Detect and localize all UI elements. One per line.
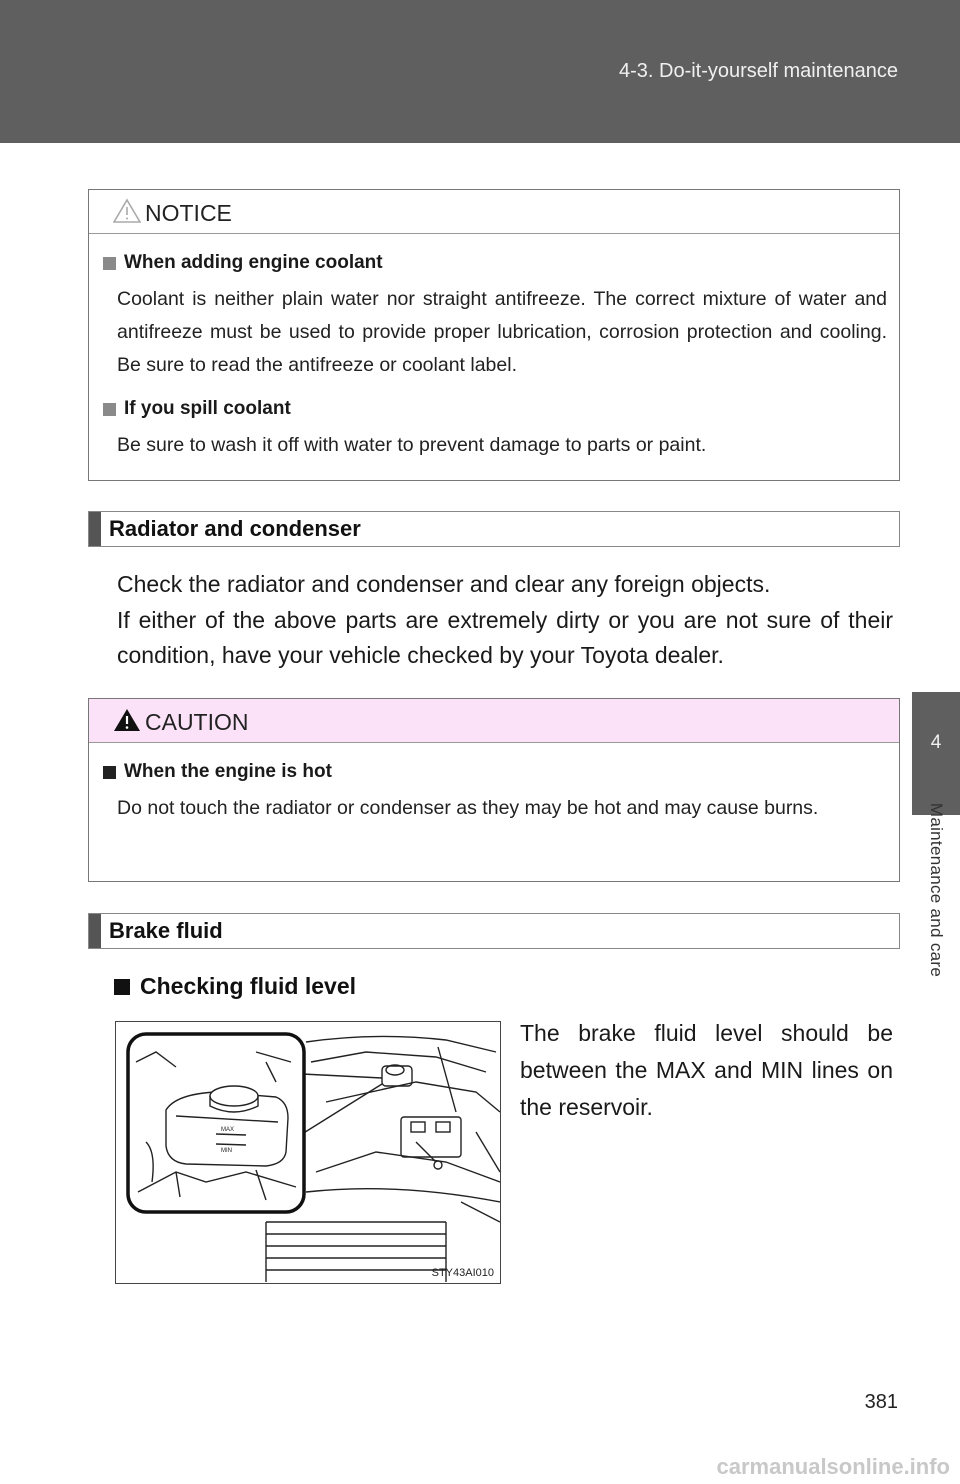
checking-fluid-label: Checking fluid level xyxy=(140,973,356,999)
notice-header xyxy=(89,190,899,234)
warning-icon xyxy=(113,707,141,733)
notice-box xyxy=(88,189,900,481)
notice-item xyxy=(103,398,887,462)
caution-item xyxy=(103,761,887,825)
caution-header xyxy=(89,699,899,743)
header-band xyxy=(0,0,960,143)
chapter-number: 4 xyxy=(930,732,942,753)
diagram-code: STY43AI010 xyxy=(431,1267,494,1279)
checking-fluid-heading xyxy=(114,973,356,1000)
notice-item-text: Coolant is neither plain water nor straight antifreeze. The correct mixture of water and antifreeze must be used to provide proper lubrication, corrosion protection and cooling. Be sure to read the antifreeze or coolant label. xyxy=(117,288,887,376)
reservoir-min-mark: MIN xyxy=(221,1148,232,1154)
caution-box xyxy=(88,698,900,882)
section-title: 4-3. Do-it-yourself maintenance xyxy=(618,60,898,82)
square-bullet-icon xyxy=(103,403,116,416)
square-bullet-icon xyxy=(103,766,116,779)
heading-accent xyxy=(89,914,101,948)
chapter-name: Maintenance and care xyxy=(927,802,946,978)
notice-item-title: When adding engine coolant xyxy=(124,252,383,273)
brake-reservoir-illustration xyxy=(115,1021,501,1284)
brake-heading: Brake fluid xyxy=(109,918,223,943)
reservoir-max-mark: MAX xyxy=(221,1127,235,1133)
radiator-heading-bar xyxy=(88,511,900,547)
square-bullet-icon xyxy=(103,257,116,270)
radiator-paragraph-1: Check the radiator and condenser and clear any foreign objects. xyxy=(117,571,771,597)
engine-bay-drawing xyxy=(116,1022,501,1284)
chapter-tab xyxy=(912,692,960,815)
page-number: 381 xyxy=(864,1391,898,1413)
watermark: carmanualsonline.info xyxy=(716,1454,950,1479)
notice-item-text: Be sure to wash it off with water to prevent damage to parts or paint. xyxy=(117,434,707,456)
notice-label: NOTICE xyxy=(145,200,232,226)
caution-item-title: When the engine is hot xyxy=(124,761,332,782)
notice-item xyxy=(103,252,887,382)
notice-item-title: If you spill coolant xyxy=(124,398,291,419)
square-bullet-icon xyxy=(114,979,130,995)
caution-item-text: Do not touch the radiator or condenser as they may be hot and may cause burns. xyxy=(117,797,819,819)
warning-outline-icon xyxy=(113,198,141,224)
caution-label: CAUTION xyxy=(145,709,249,735)
radiator-paragraph-2: If either of the above parts are extremely dirty or you are not sure of their condition, have your vehicle checked by your Toyota dealer. xyxy=(117,607,893,668)
radiator-heading: Radiator and condenser xyxy=(109,516,361,541)
brake-fluid-description: The brake fluid level should be between the MAX and MIN lines on the reservoir. xyxy=(520,1020,893,1120)
heading-accent xyxy=(89,512,101,546)
brake-heading-bar xyxy=(88,913,900,949)
